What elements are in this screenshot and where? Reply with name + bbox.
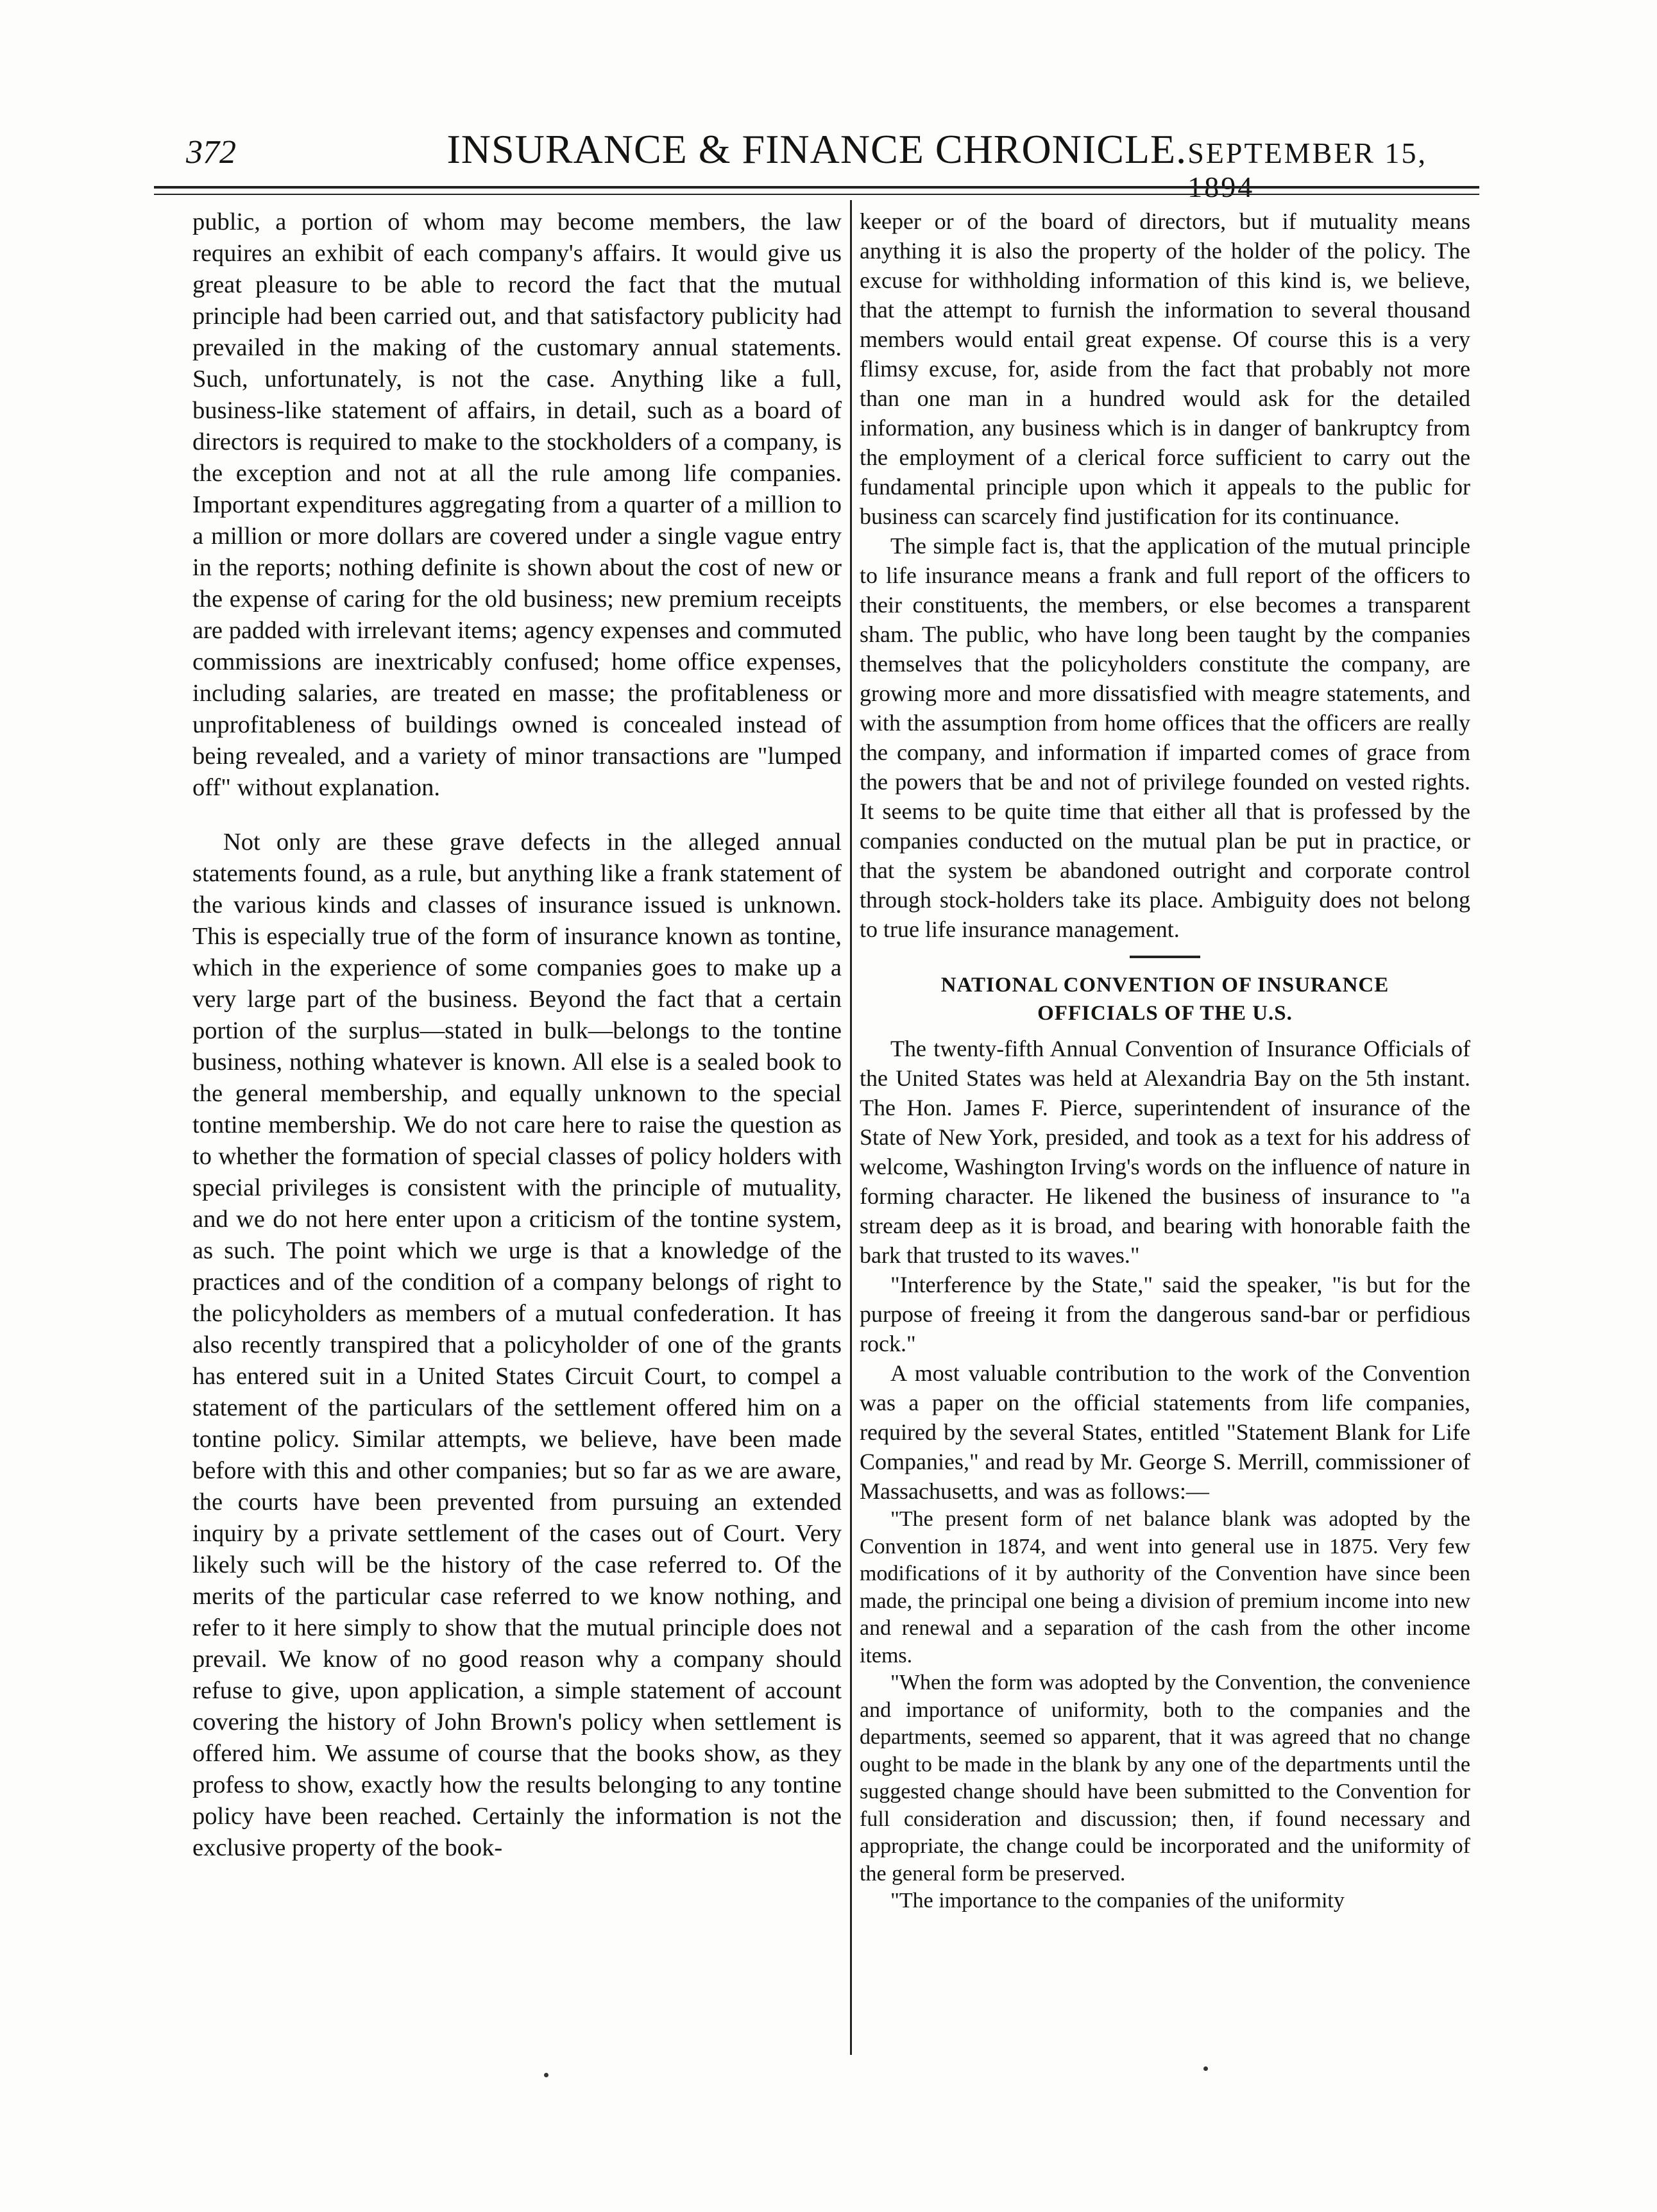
- section-heading: NATIONAL CONVENTION OF INSURANCE OFFICIALS OF THE U.S.: [940, 974, 1389, 1025]
- left-paragraph-1: public, a portion of whom may become members, the law requires an exhibit of each company's affairs. It would give us great pleasure to be able to record the fact that the mutual principle had been carried out, and that satisfactory publicity had prevailed in the making of the customary annual statements. Such, unfortunately, is not the case. Anything like a full, business-like statement of affairs, in detail, such as a board of directors is required to make to the stockholders of a company, is the exception and not at all the rule among life companies. Important expenditures aggregating from a quarter of a million to a million or more dollars are covered under a single vague entry in the reports; nothing definite is shown about the cost of new or the expense of caring for the old business; new premium receipts are padded with irrelevant items; agency expenses and commuted commissions are inextricably confused; home office expenses, including salaries, are treated en masse; the profitableness or unprofitableness of buildings owned is concealed instead of being revealed, and a variety of minor transactions are "lumped off" without explanation.: [192, 208, 842, 801]
- quoted-paragraph-2: "When the form was adopted by the Convention, the convenience and importance of uniformity, both to the companies and the departments, seemed so apparent, that it was agreed that no change ought to be made in the blank by any one of the departments until the suggested change should have been submitted to the Convention for full consideration and discussion; then, if found necessary and appropriate, the change could be incorporated and the uniformity of the general form be preserved.: [860, 1671, 1470, 1886]
- section-divider: [1130, 956, 1200, 958]
- header-rule-thin: [154, 194, 1479, 195]
- convention-paragraph-3: A most valuable contribution to the work of the Convention was a paper on the official statements from life companies, required by the several States, entitled "Statement Blank for Life Companies," and read by Mr. George S. Merrill, commissioner of Massachusetts, and was as follows:—: [860, 1360, 1470, 1504]
- right-paragraph-2: The simple fact is, that the application of the mutual principle to life insurance means a frank and full report of the officers to their constituents, the members, or else becomes a transparent sham. The public, who have long been taught by the companies themselves that the policyholders constitute the company, are growing more and more dissatisfied with meagre statements, and with the assumption from home offices that the officers are really the company, and information if imparted comes of grace from the powers that be and not of privilege founded on vested rights. It seems to be quite time that either all that is professed by the companies conducted on the mutual plan be put in practice, or that the system be abandoned outright and corporate control through stock-holders take its place. Ambiguity does not belong to true life insurance management.: [860, 533, 1470, 942]
- page-header: [186, 126, 1479, 203]
- right-column: [860, 207, 1470, 2054]
- publication-title: INSURANCE & FINANCE CHRONICLE.: [446, 126, 1187, 172]
- column-divider: [850, 200, 852, 2055]
- left-column: [192, 207, 842, 2054]
- issue-date: SEPTEMBER 15, 1894: [1187, 137, 1428, 203]
- header-rule-thick: [154, 186, 1479, 189]
- convention-paragraph-1: The twenty-fifth Annual Convention of Insurance Officials of the United States was held at Alexandria Bay on the 5th instant. The Hon. James F. Pierce, superintendent of insurance of the State of New York, presided, and took as a text for his address of welcome, Washington Irving's words on the influence of nature in forming character. He likened the business of insurance to "a stream deep as it is broad, and bearing with honorable faith the bark that trusted to its waves.": [860, 1036, 1470, 1268]
- left-paragraph-2: Not only are these grave defects in the alleged annual statements found, as a rule, but anything like a frank statement of the various kinds and classes of insurance issued is unknown. This is especially true of the form of insurance known as tontine, which in the experience of some companies goes to make up a very large part of the business. Beyond the fact that a certain portion of the surplus—stated in bulk—belongs to the tontine business, nothing whatever is known. All else is a sealed book to the general membership, and equally unknown to the special tontine membership. We do not care here to raise the question as to whether the formation of special classes of policy holders with special privileges is consistent with the principle of mutuality, and we do not here enter upon a criticism of the tontine system, as such. The point which we urge is that a knowledge of the practices and of the condition of a company belongs of right to the policyholders as members of a mutual confederation. It has also recently transpired that a policyholder of one of the grants has entered suit in a United States Circuit Court, to compel a statement of the particulars of the settlement offered him on a tontine policy. Similar attempts, we believe, have been made before with this and other companies; but so far as we are aware, the courts have been prevented from pursuing an extended inquiry by a private settlement of the cases out of Court. Very likely such will be the history of the case referred to. Of the merits of the particular case referred to we know nothing, and refer to it here simply to show that the mutual principle does not prevail. We know of no good reason why a company should refuse to give, upon application, a simple statement of account covering the history of John Brown's policy when settlement is offered him. We assume of course that the books show, as they profess to show, exactly how the results belonging to any tontine policy have been reached. Certainly the information is not the exclusive property of the book-: [192, 829, 842, 1861]
- paragraph-gap: [192, 804, 842, 827]
- print-speck: [544, 2073, 548, 2077]
- quoted-paragraph-3: "The importance to the companies of the uniformity: [890, 1889, 1345, 1912]
- quoted-paragraph-1: "The present form of net balance blank was adopted by the Convention in 1874, and went into general use in 1875. Very few modifications of it by authority of the Convention have since been made, the principal one being a division of premium income into new and renewal and a separation of the cash from the other income items.: [860, 1507, 1470, 1667]
- right-paragraph-1: keeper or of the board of directors, but if mutuality means anything it is also the property of the holder of the policy. The excuse for withholding information of this kind is, we believe, that the attempt to furnish the information to several thousand members would entail great expense. Of course this is a very flimsy excuse, for, aside from the fact that probably not more than one man in a hundred would ask for the detailed information, any business which is in danger of bankruptcy from the employment of a clerical force sufficient to carry out the fundamental principle upon which it appeals to the public for business can scarcely find justification for its continuance.: [860, 208, 1470, 529]
- page-number: 372: [186, 134, 236, 171]
- print-speck: [1203, 2066, 1208, 2071]
- convention-paragraph-2: "Interference by the State," said the speaker, "is but for the purpose of freeing it from the dangerous sand-bar or perfidious rock.": [860, 1272, 1470, 1356]
